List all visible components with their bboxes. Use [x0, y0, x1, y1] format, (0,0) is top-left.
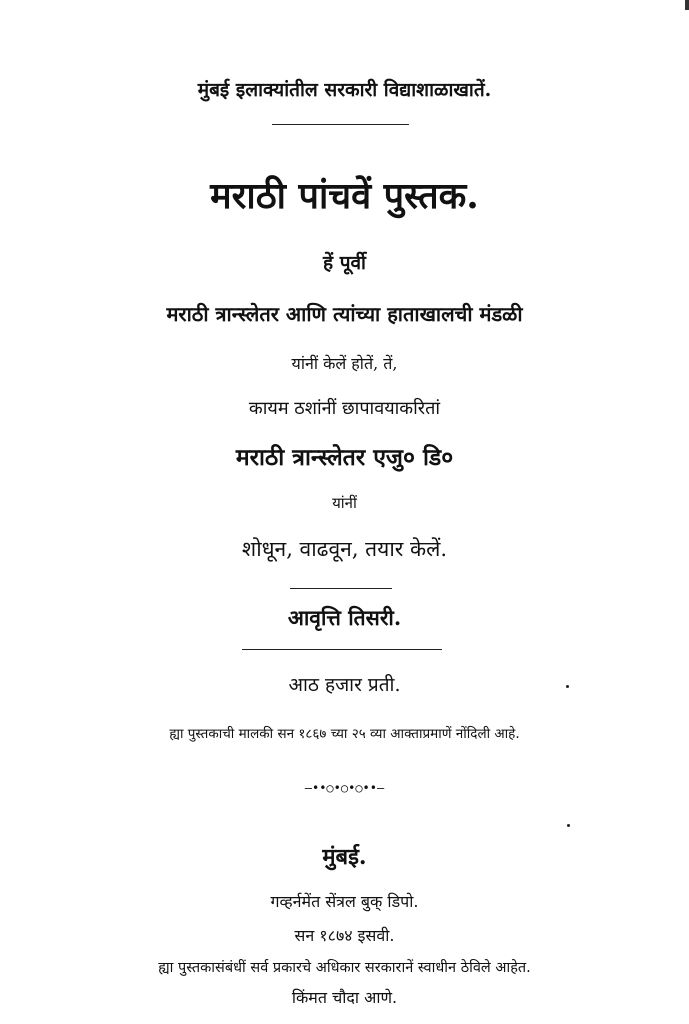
ornament-divider: —••○•○•○••—: [304, 781, 385, 795]
line-purvi: हें पूर्वी: [323, 252, 366, 274]
page-edge-mark: [685, 0, 689, 10]
line-yanni-kele: यांनीं केलें होतें, तें,: [291, 354, 398, 373]
copies-line: आठ हजार प्रती.: [288, 674, 401, 696]
city-line: मुंबई.: [322, 844, 367, 870]
rule-2: [290, 588, 392, 589]
publisher-line: गव्हर्नमेंत सेंत्रल बुक् डिपो.: [270, 892, 419, 911]
line-kayam: कायम ठशांनीं छापावयाकरितां: [248, 398, 441, 419]
year-line: सन १८७४ इसवी.: [294, 926, 395, 945]
speck-1: [566, 685, 569, 688]
book-title: मराठी पांचवें पुस्तक.: [210, 175, 479, 217]
rights-note: ह्या पुस्तकासंबंधीं सर्व प्रकारचे अधिकार सरकारानें स्वाधीन ठेविले आहेत.: [158, 960, 531, 976]
rule-1: [272, 124, 409, 125]
line-shodhun: शोधून, वाढवून, तयार केलें.: [241, 537, 448, 561]
price-line: किंमत चौदा आणे.: [291, 988, 398, 1007]
line-translator-mandali: मराठी त्रान्स्लेतर आणि त्यांच्या हाताखालची मंडळी: [166, 302, 523, 326]
edition-line: आवृत्ति तिसरी.: [287, 605, 402, 630]
header-line: मुंबई इलाक्यांतील सरकारी विद्याशाळाखातें.: [197, 79, 492, 101]
speck-2: [567, 824, 570, 827]
rule-3: [242, 649, 442, 650]
line-yanni: यांनीं: [332, 494, 357, 512]
copyright-note: ह्या पुस्तकाची मालकी सन १८६७ च्या २५ व्या आक्ताप्रमाणें नोंदिली आहे.: [169, 726, 520, 742]
line-translator-etc: मराठी त्रान्स्लेतर एजु० डि०: [235, 444, 454, 471]
